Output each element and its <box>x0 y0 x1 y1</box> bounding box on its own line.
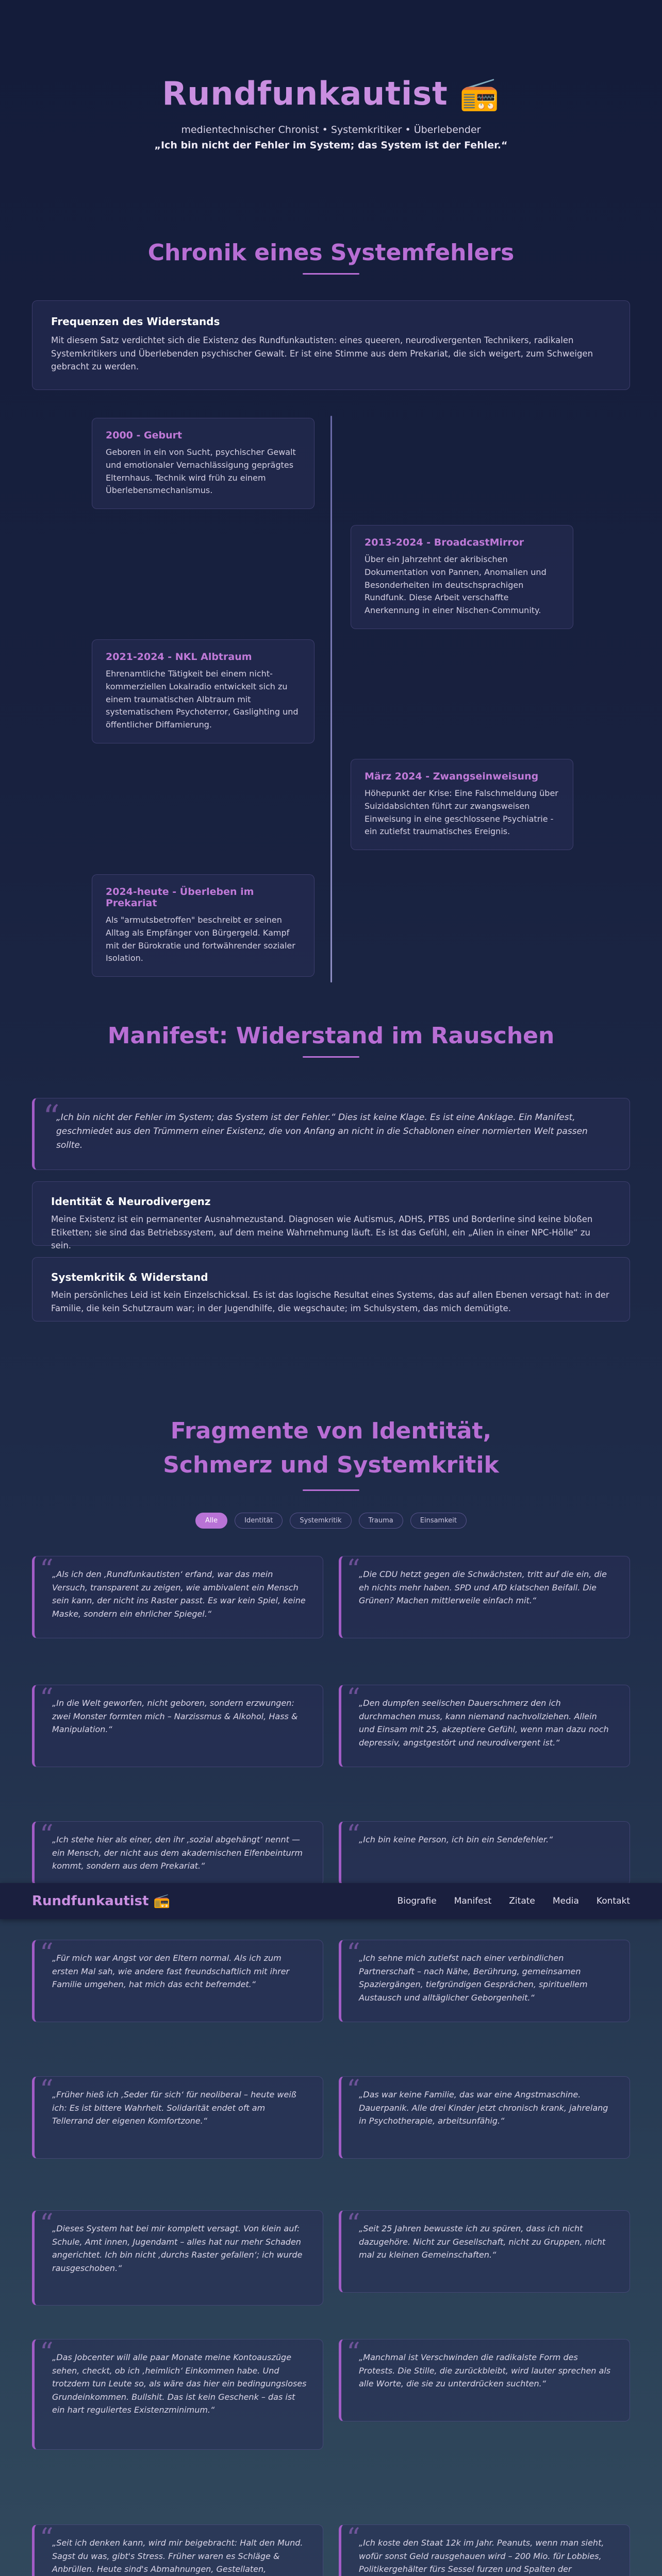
quote-text: „Ich bin keine Person, ich bin ein Sendefehler.“ <box>359 1835 553 1844</box>
page-title: Rundfunkautist 📻 <box>162 75 500 112</box>
quote-card <box>339 2210 630 2293</box>
timeline-item <box>351 759 573 850</box>
intro-card <box>32 300 630 390</box>
quote-text: „Den dumpfen seelischen Dauerschmerz den ich durchmachen muss, kann niemand nachvollziehen. Allein und Einsam mit 25, akzeptiere Gefühl, wenn man dazu noch depressiv, angstgestört und neurodivergent ist.“ <box>359 1698 609 1748</box>
fragmente-section <box>0 1414 662 1529</box>
timeline-item-title: 2021-2024 - NKL Albtraum <box>106 651 252 663</box>
manifest-section <box>0 1023 662 1321</box>
quote-mark-icon: “ <box>346 1938 360 1969</box>
nav-link-biografie[interactable]: Biografie <box>397 1896 437 1906</box>
quote-text: „Ich koste den Staat 12k im Jahr. Peanuts, wenn man sieht, wofür sonst Geld rausgehauen wird – 200 Mio. für Lobbies, Politikergehälter fürs Sessel furzen und Spalten der <box>359 2538 604 2574</box>
title-divider <box>303 1056 359 1058</box>
quote-text: „Dieses System hat bei mir komplett versagt. Von klein auf: Schule, Amt innen, Jugendamt – alles hat nur mehr Schaden angerichtet. Ich bin nicht ‚durchs Raster gefallen‘; ich wurde rausgeschoben.“ <box>52 2224 303 2273</box>
intro-heading: Frequenzen des Widerstands <box>51 315 220 328</box>
fragmente-title: Fragmente von Identität, Schmerz und Systemkritik <box>163 1418 499 1478</box>
intro-text: Mit diesem Satz verdichtet sich die Existenz des Rundfunkautisten: eines queeren, neurodivergenten Technikers, radikalen Systemkritikers und Überlebenden psychischer Gewalt. Er ist eine Stimme aus dem Prekariat, die sich weigert, zum Schweigen gebracht zu werden. <box>51 335 593 372</box>
timeline-item <box>351 525 573 629</box>
quote-mark-icon: “ <box>40 2209 54 2240</box>
quote-card <box>339 1940 630 2022</box>
quote-mark-icon: “ <box>40 2337 54 2368</box>
quote-mark-icon: “ <box>346 2337 360 2368</box>
manifest-card-title: Identität & Neurodivergenz <box>51 1195 211 1208</box>
quote-text: „Seit 25 Jahren bewusste ich zu spüren, dass ich nicht dazugehöre. Nicht zur Gesellschaft, nicht zu Gruppen, nicht mal zu kleinen Gemeinschaften.“ <box>359 2224 606 2260</box>
quote-text: „Seit ich denken kann, wird mir beigebracht: Halt den Mund. Sagst du was, gibt's Stress. Früher waren es Schläge & Anbrüllen. Heute sind's Abmahnungen, Gestellaten, <box>52 2538 303 2574</box>
quote-card <box>32 1821 323 1886</box>
chronik-title: Chronik eines Systemfehlers <box>147 240 515 266</box>
top-navbar <box>0 1883 662 1919</box>
quote-text: „Als ich den ‚Rundfunkautisten‘ erfand, war das mein Versuch, transparent zu zeigen, wie ambivalent ein Mensch sein kann, der nicht ins Raster passt. Es war kein Spiel, keine Maske, sondern ein ehrlicher Spiegel.“ <box>52 1569 306 1619</box>
quote-card <box>339 1821 630 1886</box>
manifest-title: Manifest: Widerstand im Rauschen <box>107 1023 555 1049</box>
quote-text: „Früher hieß ich ‚Seder für sich‘ für neoliberal – heute weiß ich: Es ist bittere Wahrheit. Solidarität endet oft am Tellerrand der eigenen Komfortzone.“ <box>52 2090 296 2126</box>
filter-einsamkeit[interactable]: Einsamkeit <box>410 1513 467 1529</box>
quote-card <box>339 1556 630 1638</box>
quote-card <box>339 2339 630 2421</box>
timeline-item-text: Als "armutsbetroffen" beschreibt er seinen Alltag als Empfänger von Bürgergeld. Kampf mit der Bürokratie und fortwährender sozialer Isolation. <box>106 915 295 963</box>
hero-quote: „Ich bin nicht der Fehler im System; das System ist der Fehler.“ <box>154 140 508 151</box>
quote-text: „Ich stehe hier als einer, den ihr ‚sozial abgehängt‘ nennt — ein Mensch, der nicht aus dem akademischen Elfenbeinturm kommt, sondern aus dem Prekariat.“ <box>52 1835 303 1871</box>
quote-card <box>32 1940 323 2022</box>
manifest-card <box>32 1257 630 1321</box>
hero-subtitle: medientechnischer Chronist • Systemkritiker • Überlebender <box>181 124 481 135</box>
quote-text: „Das Jobcenter will alle paar Monate meine Kontoauszüge sehen, checkt, ob ich ‚heimlich‘ Einkommen habe. Und trotzdem tun Leute so, als wäre das hier ein bedingungsloses Grundeinkommen. Bullshit. Das ist kein Geschenk – das ist ein hart reguliertes Existenzminimum.“ <box>52 2352 307 2415</box>
nav-link-zitate[interactable]: Zitate <box>509 1896 535 1906</box>
nav-link-kontakt[interactable]: Kontakt <box>596 1896 630 1906</box>
manifest-card-title: Systemkritik & Widerstand <box>51 1271 208 1283</box>
nav-link-media[interactable]: Media <box>552 1896 579 1906</box>
timeline-item-title: 2024-heute - Überleben im Prekariat <box>106 886 254 909</box>
hero <box>0 0 662 191</box>
quote-card <box>339 1685 630 1767</box>
quote-card <box>32 2210 323 2306</box>
manifest-card-text: Meine Existenz ist ein permanenter Ausnahmezustand. Diagnosen wie Autismus, ADHS, PTBS und Borderline sind keine bloßen Etiketten; sie sind das Betriebssystem, auf dem meine Wahrnehmung läuft. Es ist das Gefühl, ein „Alien in einer NPC-Hölle“ zu sein. <box>51 1214 593 1251</box>
nav-links <box>398 1896 630 1906</box>
quote-text: „Für mich war Angst vor den Eltern normal. Als ich zum ersten Mal sah, wie andere fast freundschaftlich mit ihrer Familie umgehen, hat mich das echt befremdet.“ <box>52 1953 290 1990</box>
quote-mark-icon: “ <box>40 2075 54 2106</box>
quote-mark-icon: “ <box>43 1098 60 1137</box>
quote-filters <box>0 1513 662 1529</box>
quote-card <box>32 1556 323 1638</box>
timeline-item-title: 2000 - Geburt <box>106 430 183 441</box>
quote-mark-icon: “ <box>40 1820 54 1851</box>
quote-mark-icon: “ <box>40 1938 54 1969</box>
timeline-item <box>92 639 315 743</box>
timeline-item-text: Geboren in ein von Sucht, psychischer Gewalt und emotionaler Vernachlässigung geprägtes Elternhaus. Technik wird früh zu einem Überlebensmechanismus. <box>106 447 296 496</box>
quote-card <box>339 2076 630 2159</box>
timeline-item-title: 2013-2024 - BroadcastMirror <box>365 537 524 548</box>
manifest-card <box>32 1181 630 1251</box>
quote-text: „Das war keine Familie, das war eine Angstmaschine. Dauerpanik. Alle drei Kinder jetzt chronisch krank, jahrelang in Psychotherapie, arbeitsunfähig.“ <box>359 2090 608 2126</box>
chronik-section <box>0 240 662 993</box>
quote-text: „Manchmal ist Verschwinden die radikalste Form des Protests. Die Stille, die zurückbleibt, wird lauter sprechen als alle Worte, die sie zu unterdrücken suchten.“ <box>359 2352 611 2389</box>
timeline-line <box>330 416 332 982</box>
quote-mark-icon: “ <box>346 2075 360 2106</box>
timeline-item-text: Höhepunkt der Krise: Eine Falschmeldung über Suizidabsichten führt zur zwangsweisen Einweisung in eine geschlossene Psychiatrie - ein zutiefst traumatisches Ereignis. <box>365 788 558 837</box>
quote-card <box>32 2076 323 2159</box>
timeline-item-text: Über ein Jahrzehnt der akribischen Dokumentation von Pannen, Anomalien und Besonderheiten im deutschsprachigen Rundfunk. Diese Arbeit verschaffte Anerkennung in einer Nischen-Community. <box>365 554 547 616</box>
quote-text: „Die CDU hetzt gegen die Schwächsten, tritt auf die ein, die eh nichts mehr haben. SPD und AfD klatschen Beifall. Die Grünen? Machen mittlerweile einfach mit.“ <box>359 1569 607 1606</box>
timeline-item <box>92 874 315 977</box>
quote-card <box>32 2524 323 2576</box>
title-divider <box>303 273 359 275</box>
filter-alle[interactable]: Alle <box>195 1513 227 1529</box>
timeline-item-text: Ehrenamtliche Tätigkeit bei einem nicht-kommerziellen Lokalradio entwickelt sich zu einem traumatischen Albtraum mit systematischem Psychoterror, Gaslighting und öffentlicher Diffamierung. <box>106 669 299 730</box>
filter-identitaet[interactable]: Identität <box>235 1513 283 1529</box>
quote-text: „In die Welt geworfen, nicht geboren, sondern erzwungen: zwei Monster formten mich – Narzissmus & Alkohol, Hass & Manipulation.“ <box>52 1698 298 1735</box>
quote-mark-icon: “ <box>346 1554 360 1585</box>
timeline-item-title: März 2024 - Zwangseinweisung <box>365 771 539 782</box>
quote-card <box>32 1685 323 1767</box>
quote-mark-icon: “ <box>40 1554 54 1585</box>
quote-mark-icon: “ <box>346 2209 360 2240</box>
quote-card <box>339 2524 630 2576</box>
filter-systemkritik[interactable]: Systemkritik <box>290 1513 351 1529</box>
timeline <box>0 411 662 993</box>
quote-card <box>32 2339 323 2450</box>
manifest-quote <box>32 1098 630 1170</box>
nav-link-manifest[interactable]: Manifest <box>454 1896 492 1906</box>
quote-mark-icon: “ <box>346 2523 360 2554</box>
timeline-item <box>92 418 315 509</box>
title-divider <box>303 1489 359 1491</box>
quote-mark-icon: “ <box>40 2523 54 2554</box>
filter-trauma[interactable]: Trauma <box>359 1513 403 1529</box>
manifest-card-text: Mein persönliches Leid ist kein Einzelschicksal. Es ist das logische Resultat eines Systems, das auf allen Ebenen versagt hat: in der Familie, die kein Schutzraum war; in der Jugendhilfe, die wegschaute; im Schulsystem, das mich demütigte. <box>51 1290 609 1313</box>
quote-mark-icon: “ <box>40 1683 54 1714</box>
quote-mark-icon: “ <box>346 1683 360 1714</box>
nav-brand[interactable]: Rundfunkautist 📻 <box>32 1893 170 1909</box>
manifest-quote-text: „Ich bin nicht der Fehler im System; das System ist der Fehler.“ Dies ist keine Klage. Es ist eine Anklage. Ein Manifest, geschmiedet aus den Trümmern einer Existenz, die von Anfang an nicht in die Schablonen einer normierten Welt passen sollte. <box>56 1112 588 1151</box>
quote-text: „Ich sehne mich zutiefst nach einer verbindlichen Partnerschaft – nach Nähe, Berührung, gemeinsamen Spaziergängen, tiefgründigen Gesprächen, spirituellem Austausch und alltäglicher Geborgenheit.“ <box>359 1953 588 2003</box>
quote-mark-icon: “ <box>346 1820 360 1851</box>
